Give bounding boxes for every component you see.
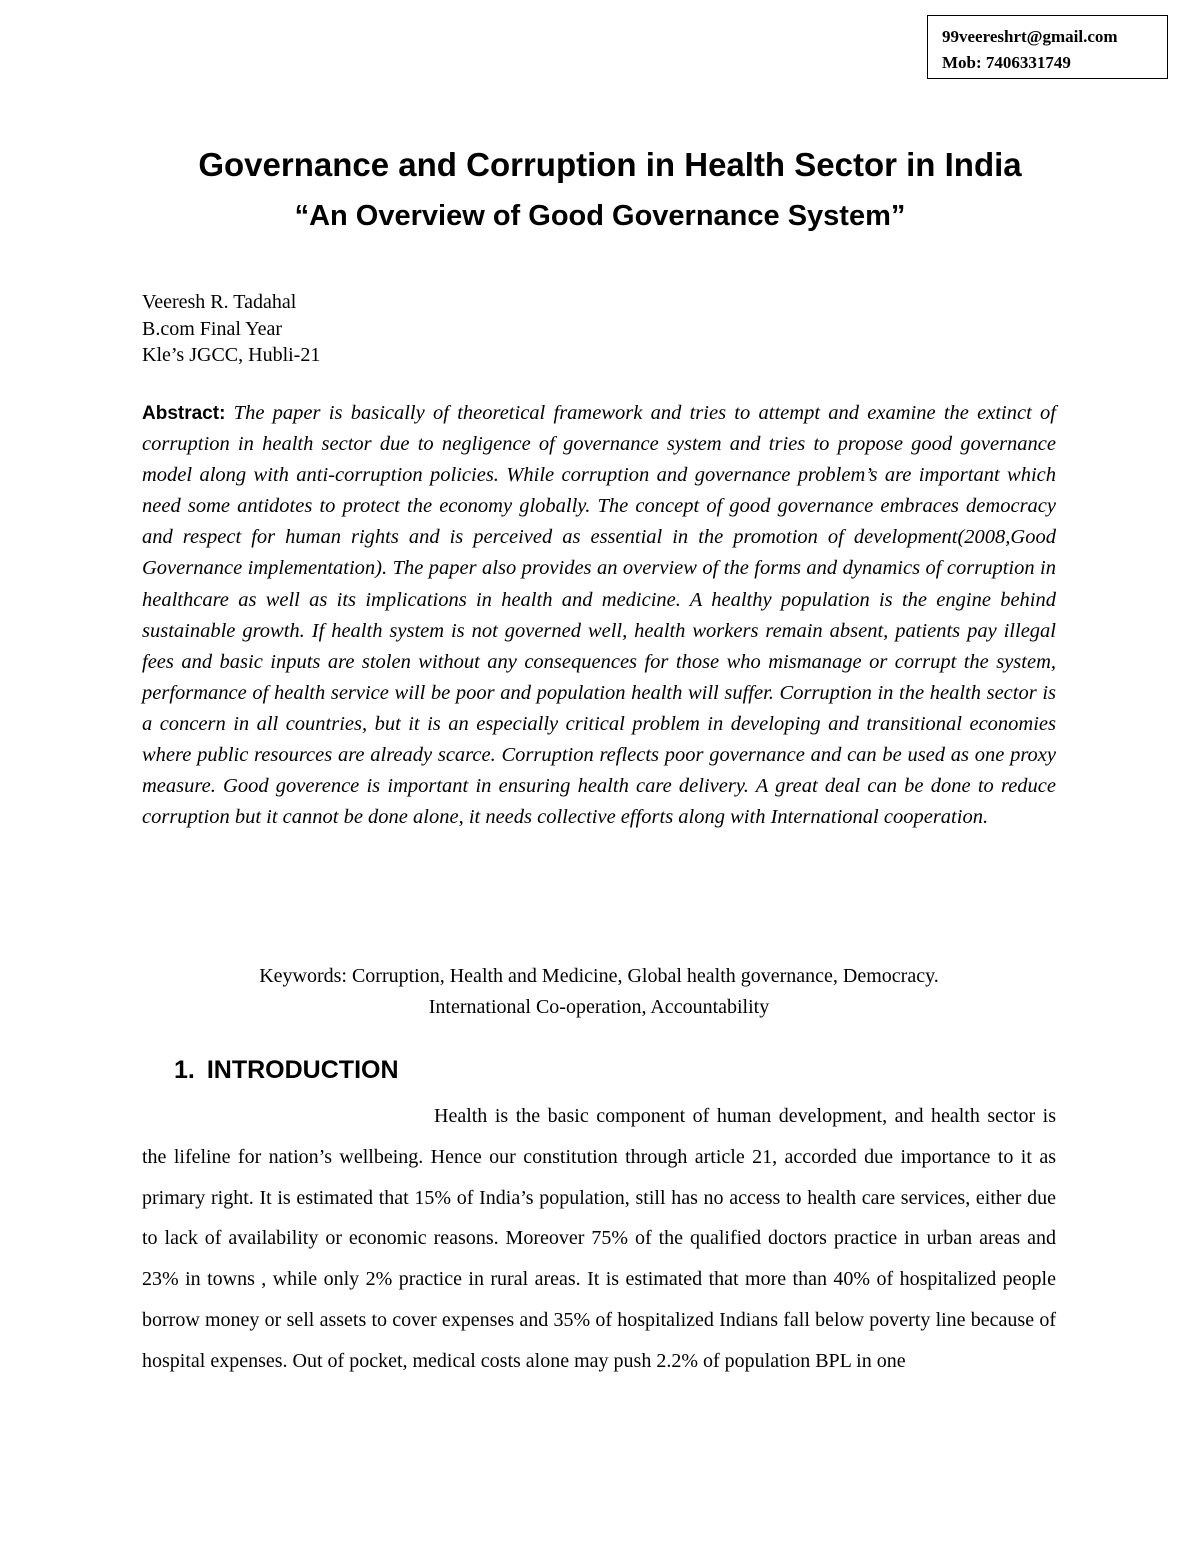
paper-title: Governance and Corruption in Health Sector in India (198, 146, 1022, 183)
contact-email: 99veereshrt@gmail.com (942, 27, 1118, 46)
introduction-paragraph: Health is the basic component of human development, and health sector is the lifeline for nation’s wellbeing. Hence our constitution through article 21, accorded due importance to it as primary right. It is estimated that 15% of India’s population, still has no access to health care services, either due to lack of availability or economic reasons. Moreover 75% of the qualified doctors practice in urban areas and 23% in towns , while only 2% practice in rural areas. It is estimated that more than 40% of hospitalized people borrow money or sell assets to cover expenses and 35% of hospitalized Indians fall below poverty line because of hospital expenses. Out of pocket, medical costs alone may push 2.2% of population BPL in one (142, 1105, 1056, 1372)
author-institution: Kle’s JGCC, Hubli-21 (142, 344, 321, 366)
keywords-line-1: Keywords: Corruption, Health and Medicine, Global health governance, Democracy. (259, 965, 939, 987)
keywords-line-2: International Co-operation, Accountability (428, 996, 770, 1018)
author-course: B.com Final Year (142, 317, 282, 340)
section-heading-introduction (174, 1056, 399, 1085)
section-number: 1. (174, 1056, 195, 1084)
section-title: INTRODUCTION (206, 1056, 399, 1084)
abstract-label: Abstract: (142, 403, 226, 424)
abstract (142, 398, 1056, 833)
contact-box (927, 15, 1168, 79)
abstract-text: The paper is basically of theoretical framework and tries to attempt and examine the extinct of corruption in health sector due to negligence of governance system and tries to propose good governance model along with anti-corruption policies. While corruption and governance problem’s are important which need some antidotes to protect the economy globally. The concept of good governance embraces democracy and respect for human rights and is perceived as essential in the promotion of development(2008,Good Governance implementation). The paper also provides an overview of the forms and dynamics of corruption in healthcare as well as its implications in health and medicine. A healthy population is the engine behind sustainable growth. If health system is not governed well, health workers remain absent, patients pay illegal fees and basic inputs are stolen without any consequences for those who mismanage or corrupt the system, performance of health service will be poor and population health will suffer. Corruption in the health sector is a concern in all countries, but it is an especially critical problem in developing and transitional economies where public resources are already scarce. Corruption reflects poor governance and can be used as one proxy measure. Good goverence is important in ensuring health care delivery. A great deal can be done to reduce corruption but it cannot be done alone, it needs collective efforts along with International cooperation. (142, 402, 1056, 829)
keywords (142, 961, 1056, 1023)
paper-subtitle: “An Overview of Good Governance System” (294, 200, 906, 232)
author-block (142, 289, 320, 369)
author-name: Veeresh R. Tadahal (142, 291, 297, 313)
contact-mobile: Mob: 7406331749 (942, 53, 1071, 72)
